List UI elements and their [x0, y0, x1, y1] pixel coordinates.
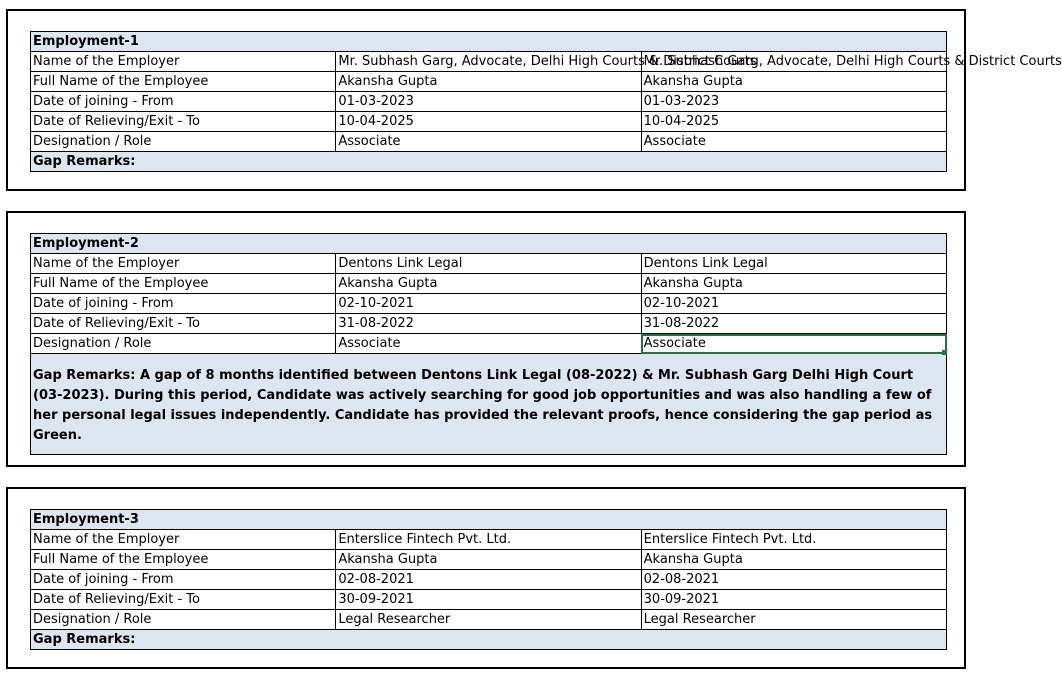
table-row	[31, 112, 947, 132]
employer-value-1[interactable]: Enterslice Fintech Pvt. Ltd.	[336, 530, 641, 550]
employment-2-table	[30, 233, 947, 455]
gap-remarks-row	[31, 152, 947, 172]
employer-value-1[interactable]: Dentons Link Legal	[336, 254, 641, 274]
relieving-date-value-1[interactable]: 10-04-2025	[336, 112, 641, 132]
relieving-date-value-2[interactable]: 31-08-2022	[641, 314, 946, 334]
table-row	[31, 294, 947, 314]
employer-value-1[interactable]: Mr. Subhash Garg, Advocate, Delhi High Courts & District Courts	[336, 52, 641, 72]
employment-2-title[interactable]: Employment-2	[31, 234, 947, 254]
joining-date-label[interactable]: Date of joining - From	[31, 92, 336, 112]
selection-fill-handle[interactable]	[942, 350, 947, 355]
employer-value-2[interactable]: Enterslice Fintech Pvt. Ltd.	[641, 530, 946, 550]
relieving-date-value-1[interactable]: 31-08-2022	[336, 314, 641, 334]
joining-date-value-2[interactable]: 01-03-2023	[641, 92, 946, 112]
employment-3-table	[30, 509, 947, 650]
employee-name-label[interactable]: Full Name of the Employee	[31, 274, 336, 294]
table-row	[31, 274, 947, 294]
employee-name-value-2[interactable]: Akansha Gupta	[641, 72, 946, 92]
employment-3-panel	[6, 487, 966, 669]
relieving-date-label[interactable]: Date of Relieving/Exit - To	[31, 590, 336, 610]
table-row	[31, 92, 947, 112]
table-row	[31, 590, 947, 610]
table-row	[31, 254, 947, 274]
employment-1-table	[30, 31, 1062, 172]
gap-remarks-row	[31, 354, 947, 455]
table-row	[31, 610, 947, 630]
table-row	[31, 72, 947, 92]
designation-value-1[interactable]: Associate	[336, 334, 641, 354]
joining-date-value-1[interactable]: 02-10-2021	[336, 294, 641, 314]
relieving-date-value-1[interactable]: 30-09-2021	[336, 590, 641, 610]
employment-3-title[interactable]: Employment-3	[31, 510, 947, 530]
relieving-date-label[interactable]: Date of Relieving/Exit - To	[31, 112, 336, 132]
employee-name-value-1[interactable]: Akansha Gupta	[336, 72, 641, 92]
joining-date-value-1[interactable]: 02-08-2021	[336, 570, 641, 590]
gap-remarks[interactable]: Gap Remarks: A gap of 8 months identified between Dentons Link Legal (08-2022) & Mr. Subhash Garg Delhi High Court (03-2023). During this period, Candidate was actively searching for good job opportunities and was also handling a few of her personal legal issues independently. Candidate has provided the relevant proofs, hence considering the gap period as Green.	[31, 354, 947, 455]
employment-1-panel	[6, 9, 1062, 191]
designation-label[interactable]: Designation / Role	[31, 334, 336, 354]
relieving-date-value-2[interactable]: 30-09-2021	[641, 590, 946, 610]
table-row	[31, 530, 947, 550]
employee-name-label[interactable]: Full Name of the Employee	[31, 550, 336, 570]
joining-date-value-2[interactable]: 02-08-2021	[641, 570, 946, 590]
joining-date-label[interactable]: Date of joining - From	[31, 570, 336, 590]
selected-cell[interactable]: Associate	[641, 334, 946, 354]
table-row	[31, 52, 947, 72]
gap-remarks[interactable]: Gap Remarks:	[31, 630, 947, 650]
employment-2-panel	[6, 211, 966, 467]
employee-name-value-1[interactable]: Akansha Gupta	[336, 550, 641, 570]
employment-3-header-row	[31, 510, 947, 530]
employee-name-label[interactable]: Full Name of the Employee	[31, 72, 336, 92]
table-row	[31, 570, 947, 590]
designation-value-1[interactable]: Legal Researcher	[336, 610, 641, 630]
gap-remarks[interactable]: Gap Remarks:	[31, 152, 947, 172]
employee-name-value-2[interactable]: Akansha Gupta	[641, 550, 946, 570]
table-row	[31, 132, 947, 152]
relieving-date-label[interactable]: Date of Relieving/Exit - To	[31, 314, 336, 334]
employer-label[interactable]: Name of the Employer	[31, 254, 336, 274]
employee-name-value-2[interactable]: Akansha Gupta	[641, 274, 946, 294]
joining-date-value-2[interactable]: 02-10-2021	[641, 294, 946, 314]
joining-date-label[interactable]: Date of joining - From	[31, 294, 336, 314]
employer-label[interactable]: Name of the Employer	[31, 52, 336, 72]
employment-1-header-row	[31, 32, 947, 52]
designation-label[interactable]: Designation / Role	[31, 610, 336, 630]
employer-label[interactable]: Name of the Employer	[31, 530, 336, 550]
joining-date-value-1[interactable]: 01-03-2023	[336, 92, 641, 112]
table-row	[31, 550, 947, 570]
gap-remarks-row	[31, 630, 947, 650]
designation-label[interactable]: Designation / Role	[31, 132, 336, 152]
employee-name-value-1[interactable]: Akansha Gupta	[336, 274, 641, 294]
relieving-date-value-2[interactable]: 10-04-2025	[641, 112, 946, 132]
designation-value-2[interactable]: Legal Researcher	[641, 610, 946, 630]
employer-value-2[interactable]: Dentons Link Legal	[641, 254, 946, 274]
employment-1-title[interactable]: Employment-1	[31, 32, 947, 52]
employer-value-2[interactable]: Mr. Subhash Garg, Advocate, Delhi High Courts & District Courts	[641, 52, 946, 72]
table-row	[31, 314, 947, 334]
designation-value-2[interactable]: Associate	[641, 132, 946, 152]
designation-value-1[interactable]: Associate	[336, 132, 641, 152]
employment-2-header-row	[31, 234, 947, 254]
table-row	[31, 334, 947, 354]
